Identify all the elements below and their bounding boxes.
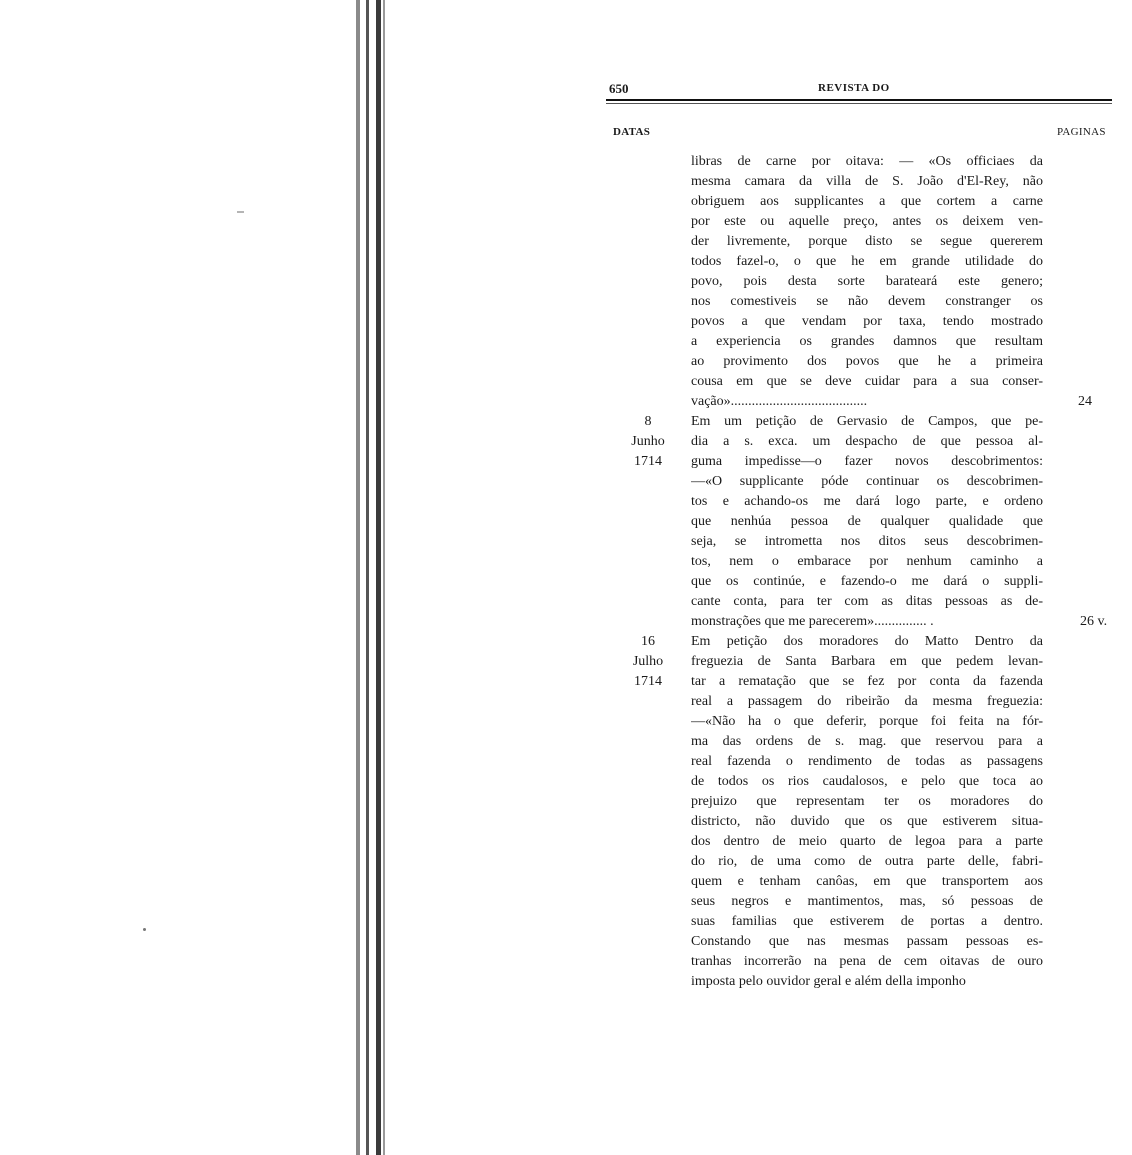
date-month: Julho (632, 654, 664, 669)
scan-speck (143, 928, 146, 931)
date-month: Junho (631, 434, 665, 449)
text-line: tos, nem o embarace por nenhum caminho a (691, 554, 1043, 569)
text-line: —«O supplicante póde continuar os descobrimen- (691, 474, 1043, 489)
scan-speck (237, 211, 244, 213)
text-line: de todos os rios caudalosos, e pelo que toca ao (691, 774, 1043, 789)
header-rule-thin (606, 103, 1112, 104)
text-line: que os continúe, e fazendo-o me dará o suppli- (691, 574, 1043, 589)
text-line: real fazenda o rendimento de todas as passagens (691, 754, 1043, 769)
text-line: Em petição dos moradores do Matto Dentro da (691, 634, 1043, 649)
text-line: todos fazel-o, o que he em grande utilidade do (691, 254, 1043, 269)
text-line: a experiencia os grandes damnos que resultam (691, 334, 1043, 349)
text-line: der livremente, porque disto se segue quererem (691, 234, 1043, 249)
date-year: 1714 (634, 674, 662, 689)
text-line: suas familias que estiverem de portas a dentro. (691, 914, 1043, 929)
page-reference: 26 v. (1080, 614, 1108, 629)
text-line: tar a rematação que se fez por conta da fazenda (691, 674, 1043, 689)
text-line: cante conta, para ter com as ditas pessoas as de- (691, 594, 1043, 609)
column-heading-datas: DATAS (613, 126, 651, 138)
text-line: quem e tenham canôas, em que transportem aos (691, 874, 1043, 889)
text-line: vação»....................................... (691, 394, 868, 409)
date-day: 8 (644, 414, 652, 429)
text-line: por este ou aquelle preço, antes os deixem ven- (691, 214, 1043, 229)
text-line: seja, se intrometta nos ditos seus descobrimen- (691, 534, 1043, 549)
running-head: REVISTA DO (818, 82, 890, 94)
header-rule (606, 99, 1112, 101)
text-line: Constando que nas mesmas passam pessoas es- (691, 934, 1043, 949)
date-year: 1714 (634, 454, 662, 469)
text-line: seus negros e mantimentos, mas, só pessoas de (691, 894, 1043, 909)
text-line: prejuizo que representam ter os moradores do (691, 794, 1043, 809)
text-line: tos e achando-os me dará logo parte, e ordeno (691, 494, 1043, 509)
text-line: do rio, de uma como de outra parte delle, fabri- (691, 854, 1043, 869)
text-line: ao provimento dos povos que he a primeira (691, 354, 1043, 369)
text-line: —«Não ha o que deferir, porque foi feita na fór- (691, 714, 1043, 729)
text-line: libras de carne por oitava: — «Os officiaes da (691, 154, 1043, 169)
page-reference: 24 (1078, 394, 1092, 409)
text-line: Em um petição de Gervasio de Campos, que pe- (691, 414, 1043, 429)
text-line: freguezia de Santa Barbara em que pedem levan- (691, 654, 1043, 669)
text-line: real a passagem do ribeirão da mesma freguezia: (691, 694, 1043, 709)
text-line: districto, não duvido que os que estiverem situa- (691, 814, 1043, 829)
text-line: dos dentro de meio quarto de legoa para a parte (691, 834, 1043, 849)
text-line: que nenhúa pessoa de qualquer qualidade que (691, 514, 1043, 529)
entry-date (620, 632, 676, 692)
body-text (691, 152, 1043, 992)
text-line: monstrações que me parecerem»............... . (691, 614, 934, 629)
text-line: tranhas incorrerão na pena de cem oitavas de ouro (691, 954, 1043, 969)
text-line: povos a que vendam por taxa, tendo mostrado (691, 314, 1043, 329)
date-day: 16 (641, 634, 655, 649)
text-line: povo, pois desta sorte barateará este genero; (691, 274, 1043, 289)
text-line: imposta pelo ouvidor geral e além della imponho (691, 974, 966, 989)
text-line: obriguem aos supplicantes a que cortem a carne (691, 194, 1043, 209)
text-line: guma impedisse—o fazer novos descobrimentos: (691, 454, 1043, 469)
entry-date (620, 412, 676, 472)
book-gutter (356, 0, 390, 1155)
column-heading-paginas: PAGINAS (1057, 126, 1106, 138)
text-line: ma das ordens de s. mag. que reservou para a (691, 734, 1043, 749)
text-line: cousa em que se deve cuidar para a sua conser- (691, 374, 1043, 389)
text-line: mesma camara da villa de S. João d'El-Rey, não (691, 174, 1043, 189)
text-line: nos comestiveis se não devem constranger os (691, 294, 1043, 309)
page-number: 650 (609, 81, 629, 96)
text-line: dia a s. exca. um despacho de que pessoa al- (691, 434, 1043, 449)
